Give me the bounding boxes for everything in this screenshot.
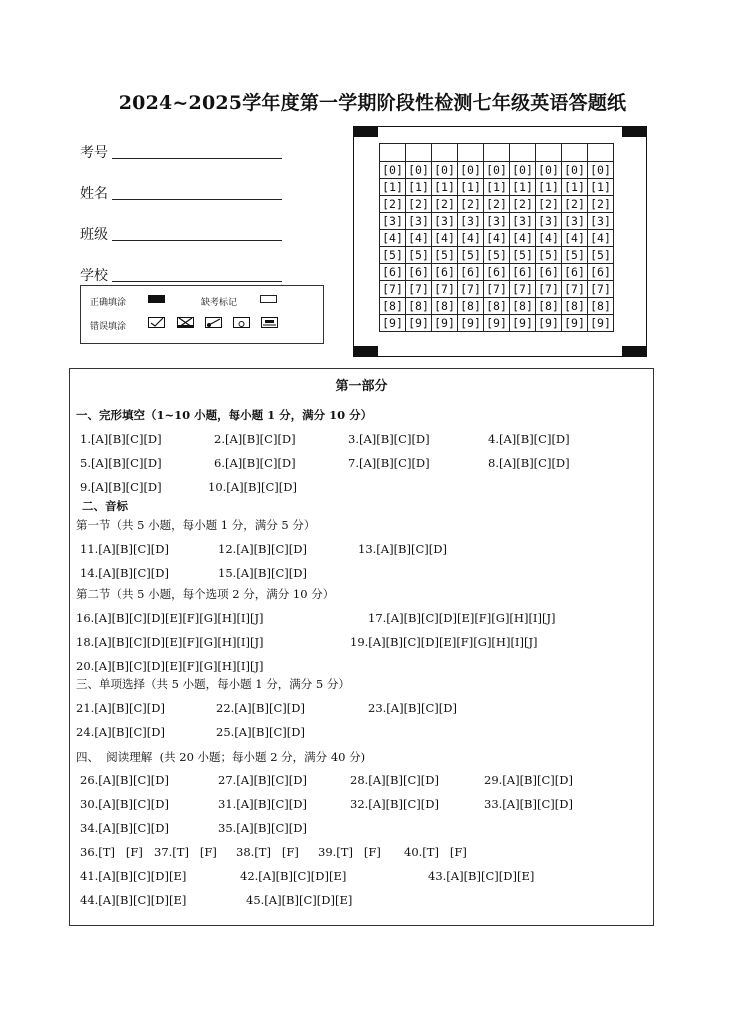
id-digit-bubble[interactable]: [6]	[536, 264, 562, 281]
id-digit-bubble[interactable]: [3]	[510, 213, 536, 230]
section-heading-single-choice: 三、单项选择（共 5 小题，每小题 1 分，满分 5 分）	[76, 677, 350, 691]
question-bubble-group[interactable]: 25.[A][B][C][D]	[216, 725, 305, 739]
question-bubble-group[interactable]: 10.[A][B][C][D]	[208, 480, 297, 494]
id-digit-bubble[interactable]: [6]	[562, 264, 588, 281]
question-bubble-group[interactable]: 12.[A][B][C][D]	[218, 542, 307, 556]
question-bubble-group[interactable]: 27.[A][B][C][D]	[218, 773, 307, 787]
id-digit-bubble[interactable]: [4]	[536, 230, 562, 247]
question-bubble-group[interactable]: 13.[A][B][C][D]	[358, 542, 447, 556]
exam-number-field[interactable]	[80, 142, 108, 162]
id-digit-bubble[interactable]: [1]	[536, 179, 562, 196]
school-line[interactable]	[112, 281, 282, 282]
id-digit-bubble[interactable]: [9]	[432, 315, 458, 332]
id-digit-bubble[interactable]: [4]	[406, 230, 432, 247]
id-digit-bubble[interactable]: [5]	[562, 247, 588, 264]
id-digit-bubble[interactable]: [5]	[406, 247, 432, 264]
id-digit-bubble[interactable]: [3]	[562, 213, 588, 230]
id-digit-write-cell[interactable]	[484, 144, 510, 162]
id-digit-bubble[interactable]: [4]	[380, 230, 406, 247]
id-digit-bubble[interactable]: [3]	[380, 213, 406, 230]
field-label: 考号	[80, 145, 108, 161]
question-bubble-group[interactable]: 8.[A][B][C][D]	[488, 456, 570, 470]
id-digit-bubble[interactable]: [7]	[562, 281, 588, 298]
id-digit-bubble[interactable]: [9]	[536, 315, 562, 332]
part-title: 第一部分	[335, 379, 388, 394]
id-digit-bubble[interactable]: [0]	[510, 162, 536, 179]
id-digit-bubble[interactable]: [7]	[484, 281, 510, 298]
question-bubble-group[interactable]: 20.[A][B][C][D][E][F][G][H][I][J]	[76, 659, 264, 673]
id-digit-bubble[interactable]: [4]	[510, 230, 536, 247]
id-digit-bubble[interactable]: [1]	[562, 179, 588, 196]
field-label: 姓名	[80, 186, 108, 202]
id-digit-bubble[interactable]: [0]	[432, 162, 458, 179]
wrong-partial-icon	[261, 317, 278, 328]
fill-legend	[80, 285, 324, 344]
question-bubble-group[interactable]: 40.[T] [F]	[404, 845, 467, 859]
id-digit-write-cell[interactable]	[380, 144, 406, 162]
id-digit-bubble[interactable]: [5]	[458, 247, 484, 264]
id-digit-bubble[interactable]: [0]	[536, 162, 562, 179]
id-digit-bubble[interactable]: [8]	[432, 298, 458, 315]
id-digit-bubble[interactable]: [0]	[458, 162, 484, 179]
id-digit-bubble[interactable]: [8]	[562, 298, 588, 315]
id-digit-bubble[interactable]: [5]	[432, 247, 458, 264]
question-bubble-group[interactable]: 39.[T] [F]	[318, 845, 381, 859]
school-field[interactable]	[80, 265, 108, 285]
id-digit-bubble[interactable]: [0]	[588, 162, 614, 179]
id-digit-bubble[interactable]: [3]	[406, 213, 432, 230]
id-digit-bubble[interactable]: [5]	[484, 247, 510, 264]
absent-mark-box[interactable]	[260, 295, 277, 303]
question-bubble-group[interactable]: 21.[A][B][C][D]	[76, 701, 165, 715]
id-digit-write-cell[interactable]	[536, 144, 562, 162]
question-bubble-group[interactable]: 30.[A][B][C][D]	[80, 797, 169, 811]
id-digit-bubble[interactable]: [8]	[458, 298, 484, 315]
question-bubble-group[interactable]: 19.[A][B][C][D][E][F][G][H][I][J]	[350, 635, 538, 649]
id-digit-write-cell[interactable]	[510, 144, 536, 162]
question-bubble-group[interactable]: 45.[A][B][C][D][E]	[246, 893, 353, 907]
question-bubble-group[interactable]: 16.[A][B][C][D][E][F][G][H][I][J]	[76, 611, 264, 625]
id-digit-bubble[interactable]: [9]	[510, 315, 536, 332]
id-digit-bubble[interactable]: [1]	[380, 179, 406, 196]
id-digit-bubble[interactable]: [7]	[510, 281, 536, 298]
question-bubble-group[interactable]: 31.[A][B][C][D]	[218, 797, 307, 811]
id-digit-bubble[interactable]: [2]	[510, 196, 536, 213]
corner-mark	[622, 346, 646, 356]
question-bubble-group[interactable]: 5.[A][B][C][D]	[80, 456, 162, 470]
question-bubble-group[interactable]: 37.[T] [F]	[154, 845, 217, 859]
id-digit-bubble[interactable]: [1]	[458, 179, 484, 196]
question-bubble-group[interactable]: 18.[A][B][C][D][E][F][G][H][I][J]	[76, 635, 264, 649]
sheet-title: 2024~2025学年度第一学期阶段性检测七年级英语答题纸	[118, 92, 627, 114]
question-bubble-group[interactable]: 24.[A][B][C][D]	[76, 725, 165, 739]
id-digit-bubble[interactable]: [4]	[484, 230, 510, 247]
id-digit-bubble[interactable]: [6]	[510, 264, 536, 281]
exam-id-grid[interactable]	[379, 143, 614, 332]
id-digit-bubble[interactable]: [2]	[536, 196, 562, 213]
id-digit-bubble[interactable]: [8]	[536, 298, 562, 315]
id-digit-bubble[interactable]: [7]	[458, 281, 484, 298]
exam-number-line[interactable]	[112, 158, 282, 159]
id-digit-bubble[interactable]: [7]	[432, 281, 458, 298]
question-bubble-group[interactable]: 6.[A][B][C][D]	[214, 456, 296, 470]
id-digit-bubble[interactable]: [9]	[484, 315, 510, 332]
wrong-fill-label: 错误填涂	[90, 322, 127, 332]
id-digit-bubble[interactable]: [0]	[406, 162, 432, 179]
id-digit-bubble[interactable]: [8]	[510, 298, 536, 315]
corner-mark	[354, 346, 378, 356]
id-digit-write-cell[interactable]	[432, 144, 458, 162]
question-bubble-group[interactable]: 17.[A][B][C][D][E][F][G][H][I][J]	[368, 611, 556, 625]
question-bubble-group[interactable]: 7.[A][B][C][D]	[348, 456, 430, 470]
wrong-cross-icon	[177, 317, 194, 328]
id-digit-bubble[interactable]: [2]	[588, 196, 614, 213]
wrong-slash-icon	[205, 317, 222, 328]
question-bubble-group[interactable]: 22.[A][B][C][D]	[216, 701, 305, 715]
id-digit-bubble[interactable]: [2]	[458, 196, 484, 213]
id-digit-bubble[interactable]: [4]	[432, 230, 458, 247]
id-digit-bubble[interactable]: [2]	[432, 196, 458, 213]
id-digit-bubble[interactable]: [1]	[432, 179, 458, 196]
wrong-circle-icon	[233, 317, 250, 328]
id-digit-bubble[interactable]: [4]	[562, 230, 588, 247]
question-bubble-group[interactable]: 11.[A][B][C][D]	[80, 542, 169, 556]
id-digit-bubble[interactable]: [0]	[562, 162, 588, 179]
question-bubble-group[interactable]: 38.[T] [F]	[236, 845, 299, 859]
id-digit-bubble[interactable]: [6]	[406, 264, 432, 281]
field-label: 学校	[80, 268, 108, 284]
id-digit-bubble[interactable]: [4]	[458, 230, 484, 247]
id-digit-bubble[interactable]: [2]	[406, 196, 432, 213]
id-digit-bubble[interactable]: [8]	[406, 298, 432, 315]
id-digit-bubble[interactable]: [9]	[562, 315, 588, 332]
id-digit-bubble[interactable]: [5]	[380, 247, 406, 264]
id-digit-bubble[interactable]: [1]	[588, 179, 614, 196]
question-bubble-group[interactable]: 15.[A][B][C][D]	[218, 566, 307, 580]
id-digit-bubble[interactable]: [8]	[380, 298, 406, 315]
id-digit-bubble[interactable]: [0]	[380, 162, 406, 179]
question-bubble-group[interactable]: 23.[A][B][C][D]	[368, 701, 457, 715]
id-digit-bubble[interactable]: [4]	[588, 230, 614, 247]
class-line[interactable]	[112, 240, 282, 241]
id-digit-bubble[interactable]: [3]	[458, 213, 484, 230]
question-bubble-group[interactable]: 44.[A][B][C][D][E]	[80, 893, 187, 907]
question-bubble-group[interactable]: 29.[A][B][C][D]	[484, 773, 573, 787]
id-digit-bubble[interactable]: [5]	[536, 247, 562, 264]
id-digit-bubble[interactable]: [3]	[536, 213, 562, 230]
section-heading-cloze: 一、完形填空（1~10 小题，每小题 1 分，满分 10 分）	[76, 408, 373, 422]
absent-mark-label: 缺考标记	[201, 298, 238, 308]
id-digit-bubble[interactable]: [8]	[588, 298, 614, 315]
question-bubble-group[interactable]: 9.[A][B][C][D]	[80, 480, 162, 494]
section-heading-reading: 四、 阅读理解 (共 20 小题；每小题 2 分，满分 40 分)	[76, 750, 366, 764]
question-bubble-group[interactable]: 43.[A][B][C][D][E]	[428, 869, 535, 883]
question-bubble-group[interactable]: 26.[A][B][C][D]	[80, 773, 169, 787]
question-bubble-group[interactable]: 28.[A][B][C][D]	[350, 773, 439, 787]
id-digit-bubble[interactable]: [9]	[406, 315, 432, 332]
id-digit-bubble[interactable]: [2]	[484, 196, 510, 213]
id-digit-write-cell[interactable]	[458, 144, 484, 162]
question-bubble-group[interactable]: 36.[T] [F]	[80, 845, 143, 859]
subsection-heading-two: 第二节（共 5 小题，每个选项 2 分，满分 10 分）	[76, 587, 335, 601]
id-digit-bubble[interactable]: [5]	[510, 247, 536, 264]
question-bubble-group[interactable]: 4.[A][B][C][D]	[488, 432, 570, 446]
id-digit-bubble[interactable]: [9]	[588, 315, 614, 332]
id-digit-bubble[interactable]: [6]	[380, 264, 406, 281]
question-bubble-group[interactable]: 1.[A][B][C][D]	[80, 432, 162, 446]
part-one-panel	[69, 368, 654, 926]
question-bubble-group[interactable]: 34.[A][B][C][D]	[80, 821, 169, 835]
id-digit-bubble[interactable]: [7]	[380, 281, 406, 298]
id-digit-bubble[interactable]: [7]	[588, 281, 614, 298]
corner-mark	[354, 127, 378, 137]
id-digit-bubble[interactable]: [0]	[484, 162, 510, 179]
id-digit-bubble[interactable]: [6]	[484, 264, 510, 281]
subsection-heading-one: 第一节（共 5 小题，每小题 1 分，满分 5 分）	[76, 518, 316, 532]
id-digit-bubble[interactable]: [1]	[406, 179, 432, 196]
id-digit-bubble[interactable]: [9]	[458, 315, 484, 332]
id-digit-bubble[interactable]: [3]	[432, 213, 458, 230]
id-digit-bubble[interactable]: [5]	[588, 247, 614, 264]
id-digit-bubble[interactable]: [3]	[588, 213, 614, 230]
correct-fill-label: 正确填涂	[90, 298, 127, 308]
wrong-tick-icon	[148, 317, 165, 328]
question-bubble-group[interactable]: 14.[A][B][C][D]	[80, 566, 169, 580]
question-bubble-group[interactable]: 32.[A][B][C][D]	[350, 797, 439, 811]
question-bubble-group[interactable]: 35.[A][B][C][D]	[218, 821, 307, 835]
id-digit-write-cell[interactable]	[406, 144, 432, 162]
id-digit-bubble[interactable]: [8]	[484, 298, 510, 315]
id-digit-write-cell[interactable]	[588, 144, 614, 162]
question-bubble-group[interactable]: 42.[A][B][C][D][E]	[240, 869, 347, 883]
id-digit-bubble[interactable]: [1]	[510, 179, 536, 196]
correct-fill-sample	[148, 295, 165, 303]
class-field[interactable]	[80, 224, 108, 244]
section-heading-phonetics: 二、音标	[82, 499, 128, 513]
id-digit-bubble[interactable]: [9]	[380, 315, 406, 332]
name-line[interactable]	[112, 199, 282, 200]
id-digit-bubble[interactable]: [7]	[536, 281, 562, 298]
id-digit-bubble[interactable]: [1]	[484, 179, 510, 196]
question-bubble-group[interactable]: 2.[A][B][C][D]	[214, 432, 296, 446]
question-bubble-group[interactable]: 3.[A][B][C][D]	[348, 432, 430, 446]
id-digit-bubble[interactable]: [6]	[458, 264, 484, 281]
field-label: 班级	[80, 227, 108, 243]
question-bubble-group[interactable]: 41.[A][B][C][D][E]	[80, 869, 187, 883]
id-digit-bubble[interactable]: [3]	[484, 213, 510, 230]
question-bubble-group[interactable]: 33.[A][B][C][D]	[484, 797, 573, 811]
id-digit-bubble[interactable]: [6]	[432, 264, 458, 281]
id-digit-bubble[interactable]: [6]	[588, 264, 614, 281]
id-digit-bubble[interactable]: [2]	[562, 196, 588, 213]
corner-mark	[622, 127, 646, 137]
name-field[interactable]	[80, 183, 108, 203]
id-digit-bubble[interactable]: [2]	[380, 196, 406, 213]
id-digit-write-cell[interactable]	[562, 144, 588, 162]
id-digit-bubble[interactable]: [7]	[406, 281, 432, 298]
